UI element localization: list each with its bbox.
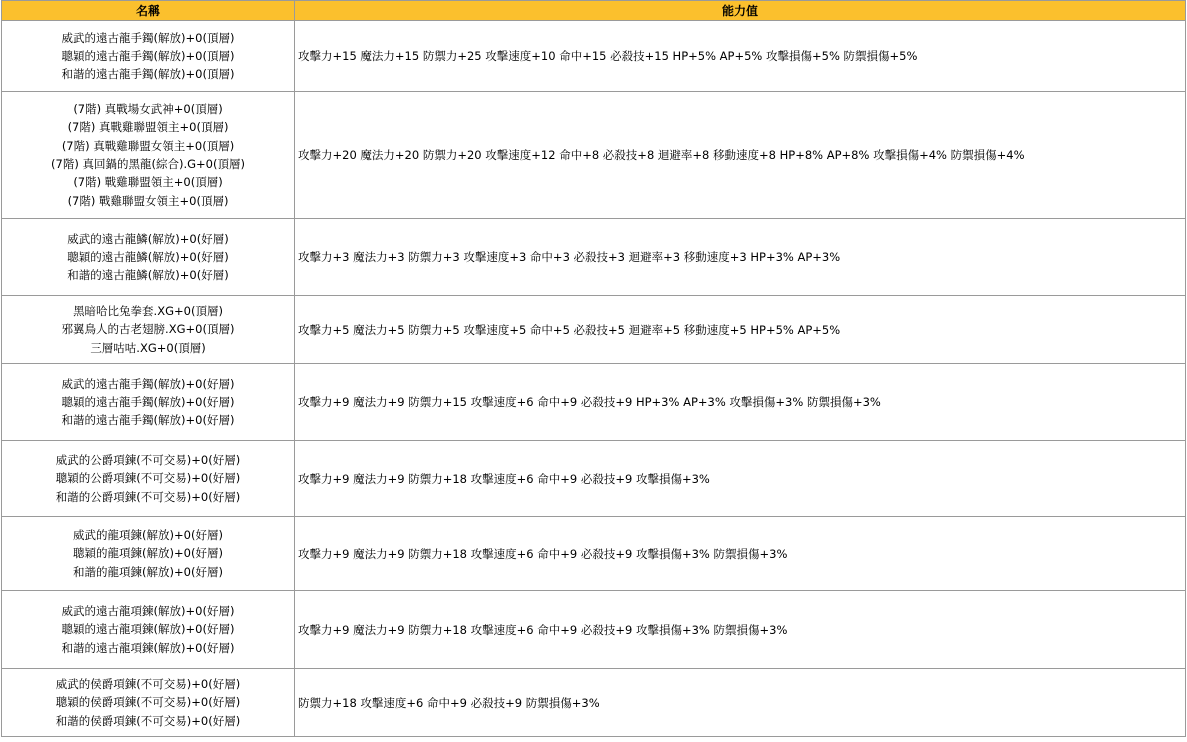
item-name: (7階) 真戰雞聯盟領主+0(頂層) xyxy=(67,120,229,135)
item-names xyxy=(2,591,295,669)
table-row xyxy=(2,219,1186,296)
item-names xyxy=(2,517,295,591)
item-name: 和諧的侯爵項鍊(不可交易)+0(好層) xyxy=(55,713,241,728)
item-name: 威武的遠古龍鱗(解放)+0(好層) xyxy=(67,231,229,246)
item-name: 聰穎的遠古龍項鍊(解放)+0(好層) xyxy=(61,622,235,637)
item-name: 和諧的遠古龍鱗(解放)+0(好層) xyxy=(67,268,229,283)
item-stats: 攻擊力+15 魔法力+15 防禦力+25 攻擊速度+10 命中+15 必殺技+15 HP+5% AP+5% 攻擊損傷+5% 防禦損傷+5% xyxy=(295,21,1186,92)
item-stats: 攻擊力+3 魔法力+3 防禦力+3 攻擊速度+3 命中+3 必殺技+3 迴避率+3 移動速度+3 HP+3% AP+3% xyxy=(295,219,1186,296)
item-name: 三層咕咕.XG+0(頂層) xyxy=(90,340,206,355)
item-names xyxy=(2,669,295,737)
table-row xyxy=(2,441,1186,517)
table-row xyxy=(2,296,1186,364)
item-stats: 攻擊力+9 魔法力+9 防禦力+15 攻擊速度+6 命中+9 必殺技+9 HP+3% AP+3% 攻擊損傷+3% 防禦損傷+3% xyxy=(295,364,1186,441)
item-name: 聰穎的遠古龍鱗(解放)+0(好層) xyxy=(67,249,229,264)
item-names xyxy=(2,441,295,517)
item-stats: 攻擊力+9 魔法力+9 防禦力+18 攻擊速度+6 命中+9 必殺技+9 攻擊損傷+3% 防禦損傷+3% xyxy=(295,591,1186,669)
item-name: 邪翼鳥人的古老翅膀.XG+0(頂層) xyxy=(61,322,235,337)
header-stats: 能力值 xyxy=(295,1,1186,21)
item-stats: 攻擊力+9 魔法力+9 防禦力+18 攻擊速度+6 命中+9 必殺技+9 攻擊損傷+3% 防禦損傷+3% xyxy=(295,517,1186,591)
item-name: (7階) 戰雞聯盟領主+0(頂層) xyxy=(73,175,223,190)
item-name: 和諧的龍項鍊(解放)+0(好層) xyxy=(73,564,223,579)
item-name: 威武的龍項鍊(解放)+0(好層) xyxy=(73,528,223,543)
item-name: 和諧的遠古龍手鐲(解放)+0(頂層) xyxy=(61,67,235,82)
item-name: 聰穎的遠古龍手鐲(解放)+0(頂層) xyxy=(61,48,235,63)
item-name: (7階) 真戰場女武神+0(頂層) xyxy=(73,102,223,117)
item-name: 威武的公爵項鍊(不可交易)+0(好層) xyxy=(55,453,241,468)
item-name: 威武的遠古龍手鐲(解放)+0(好層) xyxy=(61,376,235,391)
item-name: 聰穎的侯爵項鍊(不可交易)+0(好層) xyxy=(55,695,241,710)
item-names xyxy=(2,21,295,92)
item-stats: 攻擊力+20 魔法力+20 防禦力+20 攻擊速度+12 命中+8 必殺技+8 迴避率+8 移動速度+8 HP+8% AP+8% 攻擊損傷+4% 防禦損傷+4% xyxy=(295,92,1186,219)
item-name: 和諧的公爵項鍊(不可交易)+0(好層) xyxy=(55,489,241,504)
item-stats: 防禦力+18 攻擊速度+6 命中+9 必殺技+9 防禦損傷+3% xyxy=(295,669,1186,737)
table-row xyxy=(2,591,1186,669)
item-name: 聰穎的遠古龍手鐲(解放)+0(好層) xyxy=(61,394,235,409)
item-names xyxy=(2,296,295,364)
item-name: 和諧的遠古龍項鍊(解放)+0(好層) xyxy=(61,640,235,655)
item-name: 威武的遠古龍項鍊(解放)+0(好層) xyxy=(61,604,235,619)
item-name: (7階) 戰雞聯盟女領主+0(頂層) xyxy=(67,193,229,208)
table-row xyxy=(2,21,1186,92)
item-names xyxy=(2,364,295,441)
item-name: 聰穎的龍項鍊(解放)+0(好層) xyxy=(73,546,223,561)
item-name: (7階) 真戰雞聯盟女領主+0(頂層) xyxy=(61,138,235,153)
item-name: (7階) 真回鍋的黑龍(綜合).G+0(頂層) xyxy=(51,157,245,171)
table-row xyxy=(2,92,1186,219)
table-row xyxy=(2,364,1186,441)
item-stats: 攻擊力+5 魔法力+5 防禦力+5 攻擊速度+5 命中+5 必殺技+5 迴避率+5 移動速度+5 HP+5% AP+5% xyxy=(295,296,1186,364)
item-name: 威武的侯爵項鍊(不可交易)+0(好層) xyxy=(55,677,241,692)
item-names xyxy=(2,92,295,219)
item-name: 黑暗哈比兔拳套.XG+0(頂層) xyxy=(73,304,223,319)
item-name: 聰穎的公爵項鍊(不可交易)+0(好層) xyxy=(55,471,241,486)
table-row xyxy=(2,669,1186,737)
table-row xyxy=(2,517,1186,591)
header-name: 名稱 xyxy=(2,1,295,21)
item-stats: 攻擊力+9 魔法力+9 防禦力+18 攻擊速度+6 命中+9 必殺技+9 攻擊損傷+3% xyxy=(295,441,1186,517)
item-name: 和諧的遠古龍手鐲(解放)+0(好層) xyxy=(61,413,235,428)
item-names xyxy=(2,219,295,296)
item-name: 威武的遠古龍手鐲(解放)+0(頂層) xyxy=(61,30,235,45)
header-row xyxy=(2,1,1186,21)
stats-table xyxy=(1,0,1186,737)
